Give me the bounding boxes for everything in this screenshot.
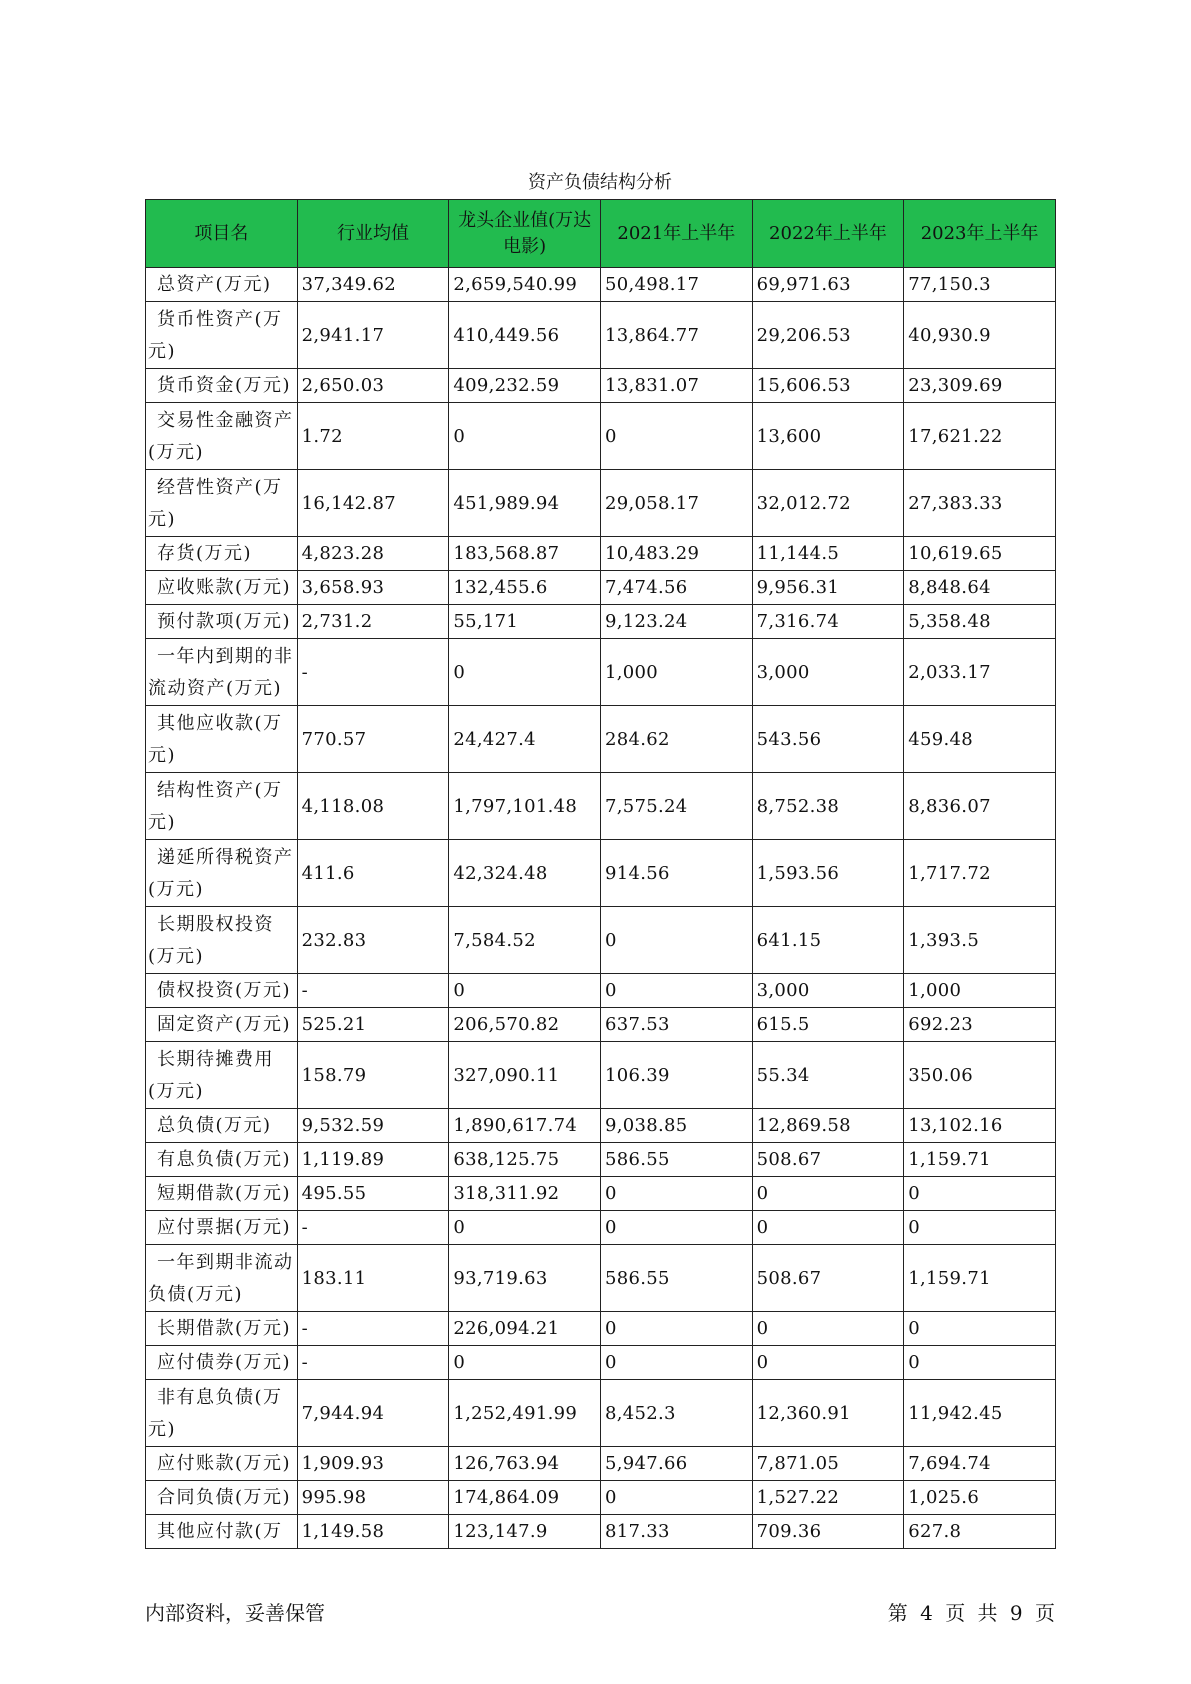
row-label: 应付债券(万元) [146,1346,298,1380]
row-value: 232.83 [297,907,449,974]
row-value: 55,171 [449,605,601,639]
table-row [146,1312,1056,1346]
row-value: 0 [904,1346,1056,1380]
row-value: 451,989.94 [449,470,601,537]
row-label: 长期待摊费用(万元) [146,1042,298,1109]
table-row [146,639,1056,706]
row-value: 1,149.58 [297,1515,449,1549]
row-value: 1,393.5 [904,907,1056,974]
row-value: 226,094.21 [449,1312,601,1346]
row-value: 0 [752,1312,904,1346]
row-value: 4,823.28 [297,537,449,571]
row-label: 经营性资产(万元) [146,470,298,537]
row-value: 1,159.71 [904,1245,1056,1312]
table-row [146,268,1056,302]
row-value: 0 [752,1177,904,1211]
row-value: 709.36 [752,1515,904,1549]
table-body [146,268,1056,1549]
row-value: 1,527.22 [752,1481,904,1515]
row-value: 7,944.94 [297,1380,449,1447]
row-label: 有息负债(万元) [146,1143,298,1177]
row-value: 1,890,617.74 [449,1109,601,1143]
row-label: 一年到期非流动负债(万元) [146,1245,298,1312]
row-value: 543.56 [752,706,904,773]
row-value: 40,930.9 [904,302,1056,369]
row-value: 0 [449,639,601,706]
row-label: 一年内到期的非流动资产(万元) [146,639,298,706]
table-row [146,1143,1056,1177]
table-row [146,706,1056,773]
row-value: 93,719.63 [449,1245,601,1312]
table-row [146,1447,1056,1481]
row-value: 11,942.45 [904,1380,1056,1447]
row-label: 债权投资(万元) [146,974,298,1008]
table-row [146,1177,1056,1211]
table-row [146,1481,1056,1515]
row-value: 0 [600,403,752,470]
row-value: 0 [449,974,601,1008]
header-2022h1: 2022年上半年 [752,200,904,268]
table-row [146,302,1056,369]
row-value: 0 [600,1177,752,1211]
row-value: 8,848.64 [904,571,1056,605]
row-value: 7,584.52 [449,907,601,974]
table-row [146,470,1056,537]
row-value: - [297,974,449,1008]
row-value: 7,871.05 [752,1447,904,1481]
row-label: 交易性金融资产(万元) [146,403,298,470]
row-value: 183.11 [297,1245,449,1312]
row-value: 692.23 [904,1008,1056,1042]
row-value: 284.62 [600,706,752,773]
header-item-name: 项目名 [146,200,298,268]
row-label: 总负债(万元) [146,1109,298,1143]
row-value: 1.72 [297,403,449,470]
header-industry-avg: 行业均值 [297,200,449,268]
row-value: 508.67 [752,1245,904,1312]
row-value: - [297,1211,449,1245]
row-value: 495.55 [297,1177,449,1211]
row-value: 8,752.38 [752,773,904,840]
row-value: 8,836.07 [904,773,1056,840]
row-value: 13,864.77 [600,302,752,369]
row-value: 0 [449,403,601,470]
row-value: 1,252,491.99 [449,1380,601,1447]
row-value: 0 [600,1211,752,1245]
row-value: 50,498.17 [600,268,752,302]
row-value: 3,000 [752,639,904,706]
table-row [146,974,1056,1008]
row-value: 318,311.92 [449,1177,601,1211]
table-caption: 资产负债结构分析 [528,172,672,193]
row-label: 存货(万元) [146,537,298,571]
table-row [146,369,1056,403]
row-value: 126,763.94 [449,1447,601,1481]
table-row [146,403,1056,470]
row-value: 17,621.22 [904,403,1056,470]
row-value: 11,144.5 [752,537,904,571]
row-value: 638,125.75 [449,1143,601,1177]
row-label: 长期借款(万元) [146,1312,298,1346]
row-value: 7,316.74 [752,605,904,639]
row-value: 13,831.07 [600,369,752,403]
row-value: 5,947.66 [600,1447,752,1481]
row-label: 其他应付款(万 [146,1515,298,1549]
table-row [146,840,1056,907]
row-value: 1,000 [600,639,752,706]
footer-confidential-note: 内部资料，妥善保管 [145,1601,325,1625]
footer-page-number: 第 4 页 共 9 页 [887,1601,1055,1625]
header-2023h1: 2023年上半年 [904,200,1056,268]
row-value: 29,058.17 [600,470,752,537]
row-label: 货币资金(万元) [146,369,298,403]
row-value: 123,147.9 [449,1515,601,1549]
row-label: 总资产(万元) [146,268,298,302]
balance-sheet-table [145,199,1056,1549]
row-value: 0 [600,1481,752,1515]
row-label: 结构性资产(万元) [146,773,298,840]
row-value: 1,000 [904,974,1056,1008]
table-row [146,537,1056,571]
row-label: 短期借款(万元) [146,1177,298,1211]
row-value: 1,119.89 [297,1143,449,1177]
row-value: 77,150.3 [904,268,1056,302]
row-value: 637.53 [600,1008,752,1042]
row-value: 69,971.63 [752,268,904,302]
row-value: 27,383.33 [904,470,1056,537]
row-value: 206,570.82 [449,1008,601,1042]
row-value: 914.56 [600,840,752,907]
row-value: 106.39 [600,1042,752,1109]
row-value: 1,593.56 [752,840,904,907]
table-row [146,1042,1056,1109]
row-value: 995.98 [297,1481,449,1515]
row-value: 350.06 [904,1042,1056,1109]
row-value: 158.79 [297,1042,449,1109]
row-label: 货币性资产(万元) [146,302,298,369]
row-value: 5,358.48 [904,605,1056,639]
row-value: 0 [904,1177,1056,1211]
row-value: 1,025.6 [904,1481,1056,1515]
row-value: 0 [904,1211,1056,1245]
table-row [146,605,1056,639]
row-value: 1,797,101.48 [449,773,601,840]
table-row [146,907,1056,974]
row-value: 0 [449,1346,601,1380]
row-value: 0 [752,1211,904,1245]
row-value: 9,123.24 [600,605,752,639]
row-value: 2,731.2 [297,605,449,639]
row-value: 817.33 [600,1515,752,1549]
row-label: 长期股权投资(万元) [146,907,298,974]
header-row [146,200,1056,268]
row-value: 37,349.62 [297,268,449,302]
row-value: 615.5 [752,1008,904,1042]
row-value: 13,102.16 [904,1109,1056,1143]
row-value: 4,118.08 [297,773,449,840]
row-label: 固定资产(万元) [146,1008,298,1042]
row-label: 递延所得税资产(万元) [146,840,298,907]
row-value: 55.34 [752,1042,904,1109]
row-label: 预付款项(万元) [146,605,298,639]
table-header [146,200,1056,268]
row-value: 10,619.65 [904,537,1056,571]
row-value: 2,033.17 [904,639,1056,706]
row-value: 410,449.56 [449,302,601,369]
row-value: - [297,1312,449,1346]
row-value: 23,309.69 [904,369,1056,403]
header-2021h1: 2021年上半年 [600,200,752,268]
row-value: - [297,1346,449,1380]
row-value: 0 [752,1346,904,1380]
row-value: 2,650.03 [297,369,449,403]
table-row [146,571,1056,605]
row-value: 327,090.11 [449,1042,601,1109]
row-value: 459.48 [904,706,1056,773]
row-value: 525.21 [297,1008,449,1042]
row-value: 2,659,540.99 [449,268,601,302]
row-value: 10,483.29 [600,537,752,571]
row-value: 8,452.3 [600,1380,752,1447]
row-value: 32,012.72 [752,470,904,537]
row-value: 586.55 [600,1143,752,1177]
row-value: 0 [600,907,752,974]
row-value: 0 [600,1346,752,1380]
row-value: 627.8 [904,1515,1056,1549]
row-label: 应付账款(万元) [146,1447,298,1481]
row-value: 3,658.93 [297,571,449,605]
row-value: 641.15 [752,907,904,974]
row-value: 7,474.56 [600,571,752,605]
row-value: 29,206.53 [752,302,904,369]
row-value: 586.55 [600,1245,752,1312]
table-row [146,1515,1056,1549]
row-value: 1,909.93 [297,1447,449,1481]
row-value: 7,694.74 [904,1447,1056,1481]
table-row [146,1245,1056,1312]
row-value: 42,324.48 [449,840,601,907]
row-value: 2,941.17 [297,302,449,369]
row-value: 1,717.72 [904,840,1056,907]
row-value: 411.6 [297,840,449,907]
row-value: 12,360.91 [752,1380,904,1447]
table-row [146,1109,1056,1143]
table-row [146,1380,1056,1447]
row-value: 0 [600,974,752,1008]
row-value: 0 [449,1211,601,1245]
table-row [146,1008,1056,1042]
table-row [146,1346,1056,1380]
row-value: 9,532.59 [297,1109,449,1143]
row-value: 1,159.71 [904,1143,1056,1177]
row-value: 9,956.31 [752,571,904,605]
row-label: 应收账款(万元) [146,571,298,605]
row-value: 13,600 [752,403,904,470]
row-value: 16,142.87 [297,470,449,537]
row-value: - [297,639,449,706]
row-value: 7,575.24 [600,773,752,840]
row-value: 9,038.85 [600,1109,752,1143]
table-row [146,773,1056,840]
row-value: 0 [600,1312,752,1346]
row-value: 183,568.87 [449,537,601,571]
row-label: 非有息负债(万元) [146,1380,298,1447]
row-label: 应付票据(万元) [146,1211,298,1245]
row-label: 其他应收款(万元) [146,706,298,773]
header-leader-value: 龙头企业值(万达电影) [449,200,601,268]
row-value: 0 [904,1312,1056,1346]
row-value: 24,427.4 [449,706,601,773]
row-value: 12,869.58 [752,1109,904,1143]
row-value: 132,455.6 [449,571,601,605]
row-label: 合同负债(万元) [146,1481,298,1515]
row-value: 508.67 [752,1143,904,1177]
row-value: 15,606.53 [752,369,904,403]
row-value: 409,232.59 [449,369,601,403]
row-value: 3,000 [752,974,904,1008]
row-value: 770.57 [297,706,449,773]
table-row [146,1211,1056,1245]
row-value: 174,864.09 [449,1481,601,1515]
